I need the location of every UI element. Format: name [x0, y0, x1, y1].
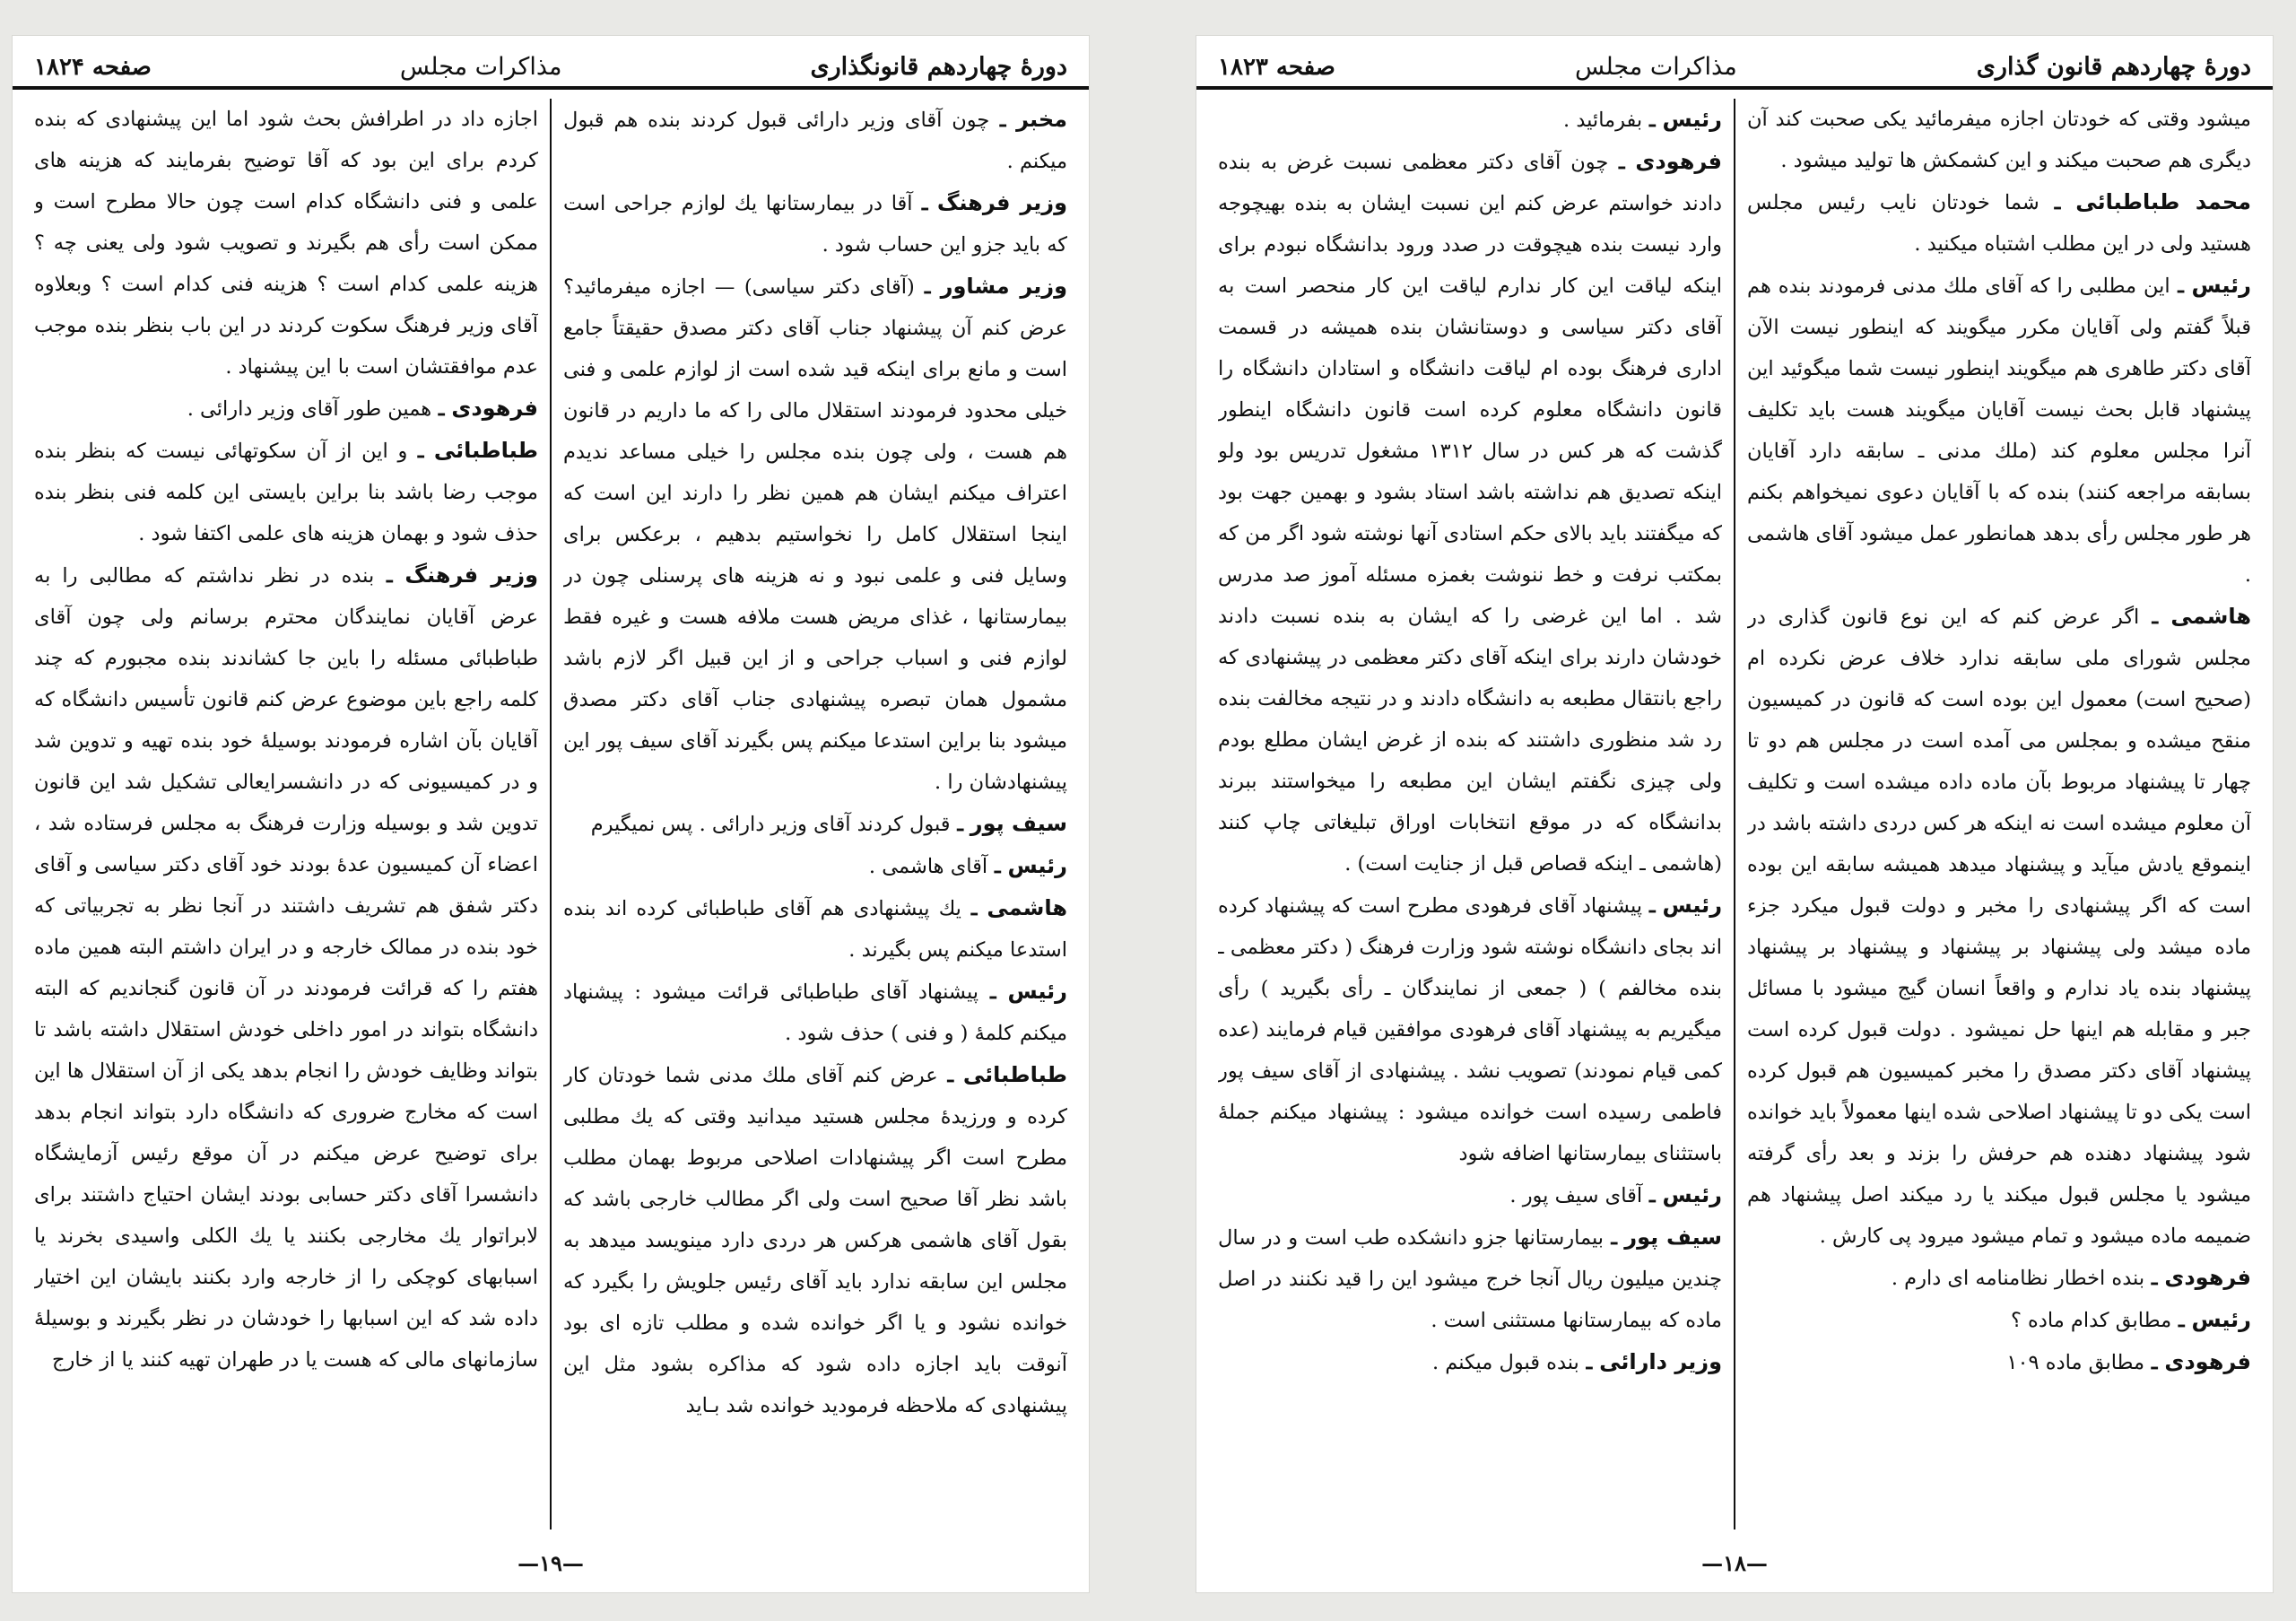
speech-text: بنده قبول میکنم . [1432, 1351, 1579, 1374]
left-header-title: مذاکرات مجلس [399, 53, 562, 81]
speaker-separator: ـ [2171, 1309, 2192, 1332]
speech-text: بیمارستانها جزو دانشکده طب است و در سال چندین میلیون ریال آنجا خرج میشود این را قید نکنند در اصل ماده که بیمارستانها مستثنی است . [1218, 1226, 1722, 1332]
speech-text: عرض کنم آقای ملك مدنی شما خودتان کار کرده و ورزیدهٔ مجلس هستید میدانید وقتی که یك مطلبی مطرح است اگر پیشنهادات اصلاحی مربوط بهمان مطلب باشد نظر آقا صحیح است ولی اگر مطالب خارجی باشد که بقول آقای هاشمی هرکس هر دردی دارد مینویسد میدهد به مجلس این سابقه ندارد باید آقای رئیس جلویش را بگیرد که خوانده نشود و یا اگر خوانده شده و مطلب تازه ای بود آنوقت باید اجازه داده شود که مذاکره بشود مثل این پیشنهادی که ملاحظه فرمودید خوانده شد بـاید [563, 1064, 1067, 1417]
speech-paragraph [1747, 99, 2251, 181]
speech-paragraph [1218, 1341, 1722, 1383]
speaker-name: وزیر فرهنگ [404, 562, 538, 588]
speech-text: همین طور آقای وزیر دارائی . [187, 397, 432, 421]
speaker-name: طباطبائی [433, 438, 538, 463]
right-page [1196, 36, 2273, 1592]
speaker-name: فرهودی [2164, 1265, 2251, 1290]
speaker-name: فرهودی [451, 396, 538, 421]
left-page-right-column [563, 99, 1067, 1529]
speaker-name: رئیس [1662, 1182, 1722, 1207]
speech-paragraph [1218, 885, 1722, 1174]
speech-paragraph [1218, 141, 1722, 885]
speaker-separator: ـ [2144, 1351, 2165, 1374]
speaker-separator: ـ [987, 855, 1008, 878]
speech-text: شما خودتان نایب رئیس مجلس هستید ولی در این مطلب اشتباه میکنید . [1747, 191, 2251, 256]
speaker-separator: ـ [989, 109, 1017, 132]
speaker-separator: ـ [407, 440, 434, 463]
speaker-separator: ـ [1578, 1351, 1600, 1374]
speaker-name: رئیس [2191, 273, 2251, 298]
speaker-name: وزیر دارائی [1599, 1349, 1722, 1374]
speaker-separator: ـ [914, 275, 941, 299]
speaker-separator: ـ [961, 897, 987, 920]
speech-paragraph [1747, 265, 2251, 596]
speaker-name: وزیر مشاور [940, 274, 1067, 299]
left-header-page-number: صفحه ۱۸۲۴ [34, 54, 152, 81]
speaker-separator: ـ [912, 192, 937, 215]
speech-text: بنده اخطار نظامنامه ای دارم . [1891, 1267, 2145, 1290]
speaker-name: هاشمی [987, 895, 1067, 920]
speaker-name: طباطبائی [962, 1062, 1067, 1087]
speaker-separator: ـ [937, 1064, 963, 1087]
right-page-right-column [1747, 99, 2251, 1529]
speaker-separator: ـ [950, 813, 970, 836]
speech-paragraph [34, 554, 538, 1381]
speech-text: یك پیشنهادی هم آقای طباطبائی کرده اند بنده استدعا میکنم پس بگیرند . [563, 897, 1067, 962]
speaker-separator: ـ [2039, 191, 2076, 214]
speaker-separator: ـ [1604, 1226, 1625, 1250]
speech-text: چون آقای دکتر معظمی نسبت غرض به بنده دادند خواستم عرض کنم این نسبت ایشان به بنده بهیچوجه وارد نیست بنده هیچوقت در صدد ورود بدانشگاه نبودم برای اینکه لیاقت این کار ندارم لیاقت این کار منحصر است به آقای دکتر سیاسی و دوستانشان بنده همیشه در قسمت اداری فرهنگ بوده ام لیاقت دانشگاه و استادان دانشگاه را قانون دانشگاه معلوم کرده است قانون دانشگاه اینطور گذشت که هر کس در سال ۱۳۱۲ مشغول تدریس بود ولو اینکه تصدیق هم نداشته باشد استاد بشود و بهمین جهت بود که میگفتند باید بالای حکم استادی آنها نوشته شود اگر من که بمکتب نرفت و خط ننوشت بغمزه مسئله آموز صد مدرس شد . اما این غرضی را که ایشان به بنده نسبت دادند خودشان دارند برای اینکه آقای دکتر معظمی در پیشنهادی که راجع بانتقال مطبعه به دانشگاه دادند و در نتیجه مخالفت بنده رد شد منظوری داشتند که بنده از غرض ایشان مطلع بودم ولی چیزی نگفتم ایشان این مطبعه را میخواستند ببرند بدانشگاه که در موقع انتخابات اوراق تبلیغاتی چاپ کنند (هاشمی ـ اینکه قصاص قبل از جنایت است) . [1218, 151, 1722, 876]
speech-text: و این از آن سکوتهائی نیست که بنظر بنده موجب رضا باشد بنا براین بایستی این کلمه فنی بنظر بنده حذف شود و بهمان هزینه های علمی اکتفا شود . [34, 440, 538, 545]
left-page [13, 36, 1089, 1592]
column-divider [550, 99, 552, 1529]
column-divider [1734, 99, 1735, 1529]
speech-text: مطابق ماده ۱۰۹ [2006, 1351, 2145, 1374]
speech-paragraph [34, 99, 538, 388]
speaker-name: هاشمی [2170, 604, 2251, 629]
speaker-separator: ـ [978, 980, 1008, 1004]
speaker-separator: ـ [1642, 109, 1663, 132]
speech-paragraph [1218, 1216, 1722, 1341]
left-page-header [13, 36, 1089, 90]
speech-text: آقای سیف پور . [1509, 1184, 1643, 1207]
speaker-name: رئیس [2191, 1307, 2251, 1332]
speaker-name: رئیس [1007, 853, 1067, 878]
right-page-footer: —۱۸— [1701, 1550, 1768, 1576]
speech-text: (آقای دکتر سیاسی) — اجازه میفرمائید؟ عرض کنم آن پیشنهاد جناب آقای دکتر مصدق حقیقتاً جامع است و مانع برای اینکه قید شده است از لوازم علمی و فنی خیلی محدود فرمودند استقلال مالی را که ما داریم در قانون هم هست ، ولی چون بنده مجلس را خیلی مساعد ندیدم اعتراف میکنم ایشان هم همین نظر را دارند این است که اینجا استقلال کامل را نخواستیم بدهیم ، برعکس برای وسایل فنی و علمی نبود و نه هزینه های پرسنلی چون در بیمارستانها ، غذای مریض هست ملافه هست و غیره فقط لوازم فنی و اسباب جراحی و از این قبیل اگر لازم باشد مشمول همان تبصره پیشنهادی جناب آقای دکتر مصدق میشود بنا براین استدعا میکنم پس بگیرند آقای سیف پور این پیشنهادشان را . [563, 275, 1067, 794]
speech-paragraph [1747, 596, 2251, 1257]
speaker-name: سیف پور [970, 811, 1067, 836]
speech-text: مطابق کدام ماده ؟ [2010, 1309, 2172, 1332]
speaker-name: محمد طباطبائی [2075, 189, 2251, 214]
speech-text: این مطلبی را که آقای ملك مدنی فرمودند بنده هم قبلاً گفتم ولی آقایان مکرر میگویند که اینطور نیست الآن آقای دکتر طاهری هم میگویند اینطور نیست شما میگوئید این پیشنهاد قابل بحث نیست آقایان میگویند هست باید تکلیف آنرا مجلس معلوم کند (ملك مدنی ـ سابقه دارد آقایان بسابقه مراجعه کنند) بنده که با آقایان دعوی نمیخواهم بکنم هر طور مجلس رأی بدهد همانطور عمل میشود آقای هاشمی . [1747, 275, 2251, 587]
speaker-separator: ـ [1642, 1184, 1663, 1207]
speaker-name: فرهودی [1635, 149, 1722, 174]
speech-paragraph [563, 182, 1067, 266]
speaker-name: سیف پور [1624, 1224, 1722, 1250]
speaker-name: رئیس [1662, 893, 1722, 918]
speaker-separator: ـ [1608, 151, 1636, 174]
speech-paragraph [1747, 181, 2251, 265]
speaker-separator: ـ [1642, 894, 1663, 918]
speech-paragraph [563, 971, 1067, 1054]
speech-paragraph [563, 99, 1067, 182]
speech-paragraph [1218, 1174, 1722, 1216]
speech-paragraph [563, 266, 1067, 803]
speaker-separator: ـ [2139, 606, 2171, 629]
speech-paragraph [1747, 1299, 2251, 1341]
speaker-separator: ـ [374, 564, 405, 588]
speech-text: آقای هاشمی . [868, 855, 988, 878]
speaker-name: وزیر فرهنگ [936, 190, 1067, 215]
speech-text: قبول کردند آقای وزیر دارائی . پس نمیگیرم [590, 813, 951, 836]
speech-paragraph [563, 1054, 1067, 1426]
right-header-title: مذاکرات مجلس [1575, 53, 1737, 81]
speech-text: چون آقای وزیر دارائی قبول کردند بنده هم قبول میکنم . [563, 109, 1067, 173]
speech-text: اگر عرض کنم که این نوع قانون گذاری در مجلس شورای ملی سابقه ندارد خلاف عرض نکرده ام (صحیح است) معمول این بوده است که قانون در کمیسیون منقح میشده و بمجلس می آمده است در مجلس هم دو تا چهار تا پیشنهاد مربوط بآن ماده داده میشده است و تکلیف آن معلوم میشده است نه اینکه هر کس دردی داشته باشد در اینموقع یادش میآید و پیشنهاد میدهد همیشه سابقه این بوده است که اگر پیشنهادی را مخبر و دولت قبول میکرد جزء ماده میشد ولی پیشنهاد بر پیشنهاد و پیشنهاد بر پیشنهاد پیشنهاد بنده یاد ندارم و واقعاً انسان گیج میشود با مسائل جبر و مقابله هم اینها حل نمیشود . دولت قبول کرده است پیشنهاد آقای دکتر مصدق را مخبر کمیسیون هم قبول کرده است یکی دو تا پیشنهاد اصلاحی شده اینها معمولاً باید خوانده شود پیشنهاد دهنده هم حرفش را بزند و بعد رأی گرفته میشود یا مجلس قبول میکند یا رد میکند اصل پیشنهاد هم ضمیمه ماده میشود و تمام میشود میرود پی کارش . [1747, 606, 2251, 1248]
speech-text: میشود وقتی که خودتان اجازه میفرمائید یکی صحبت کند آن دیگری هم صحبت میکند و این کشمکش ها تولید میشود . [1747, 108, 2251, 172]
speaker-name: رئیس [1007, 979, 1067, 1004]
speaker-separator: ـ [2144, 1267, 2165, 1290]
speech-paragraph [34, 388, 538, 430]
speech-text: بفرمائید . [1563, 109, 1643, 132]
right-header-series: دورهٔ چهاردهم قانون گذاری [1976, 53, 2251, 81]
speaker-name: مخبر [1016, 107, 1067, 132]
speaker-name: رئیس [1662, 107, 1722, 132]
speech-text: آقا در بیمارستانها یك لوازم جراحی است که باید جزو این حساب شود . [563, 192, 1067, 257]
speaker-separator: ـ [431, 397, 452, 421]
speech-paragraph [1747, 1341, 2251, 1383]
speech-paragraph [34, 430, 538, 554]
speech-text: پیشنهاد آقای فرهودی مطرح است که پیشنهاد کرده اند بجای دانشگاه نوشته شود وزارت فرهنگ ( دکتر معظمی ـ بنده مخالفم ) ( جمعی از نمایندگان ـ رأی بگیرید ) رأی میگیریم به پیشنهاد آقای فرهودی موافقین قیام فرمایند (عده کمی قیام نمودند) تصویب نشد . پیشنهادی از آقای سیف پور فاطمی رسیده است خوانده میشود : پیشنهاد میکنم جملهٔ باستثنای بیمارستانها اضافه شود [1218, 894, 1722, 1165]
speech-paragraph [563, 803, 1067, 845]
speech-paragraph [1218, 99, 1722, 141]
left-page-footer: —۱۹— [517, 1550, 584, 1576]
speech-paragraph [563, 887, 1067, 971]
speech-paragraph [563, 845, 1067, 887]
speaker-separator: ـ [2170, 275, 2192, 298]
speech-text: پیشنهاد آقای طباطبائی قرائت میشود : پیشنهاد میکنم کلمهٔ ( و فنی ) حذف شود . [563, 980, 1067, 1045]
right-page-header [1196, 36, 2273, 90]
left-page-columns [34, 99, 1067, 1529]
left-header-series: دورهٔ چهاردهم قانونگذاری [810, 53, 1067, 81]
left-page-left-column [34, 99, 538, 1529]
right-header-page-number: صفحه ۱۸۲۳ [1218, 54, 1335, 81]
right-page-columns [1218, 99, 2251, 1529]
speech-text: اجازه داد در اطرافش بحث شود اما این پیشنهادی که بنده کردم برای این بود که آقا توضیح بفرمایند که هزینه های علمی و فنی دانشگاه کدام است چون حالا مطرح است و ممکن است رأی هم بگیرند و تصویب شود ولی یعنی چه ؟ هزینه علمی کدام است ؟ هزینه فنی کدام است ؟ وبعلاوه آقای وزیر فرهنگ سکوت کردند در این باب بنظر بنده موجب عدم موافقتشان است با این پیشنهاد . [34, 108, 538, 379]
right-page-left-column [1218, 99, 1722, 1529]
speech-paragraph [1747, 1257, 2251, 1299]
speaker-name: فرهودی [2164, 1349, 2251, 1374]
speech-text: بنده در نظر نداشتم که مطالبی را به عرض آقایان نمایندگان محترم برسانم ولی چون آقای طباطبائی مسئله را باین جا کشاندند بنده مجبورم که چند کلمه راجع باین موضوع عرض کنم قانون تأسیس دانشگاه که آقایان بآن اشاره فرمودند بوسیلهٔ خود بنده تهیه و تدوین شد و در کمیسیونی که در دانشسرایعالی تشکیل شد این قانون تدوین شد و بوسیله وزارت فرهنگ به مجلس فرستاده شد ، اعضاء آن کمیسیون عدهٔ بودند خود آقای دکتر سیاسی و آقای دکتر شفق هم تشریف داشتند در آنجا نظر به تجربیاتی که خود بنده در ممالک خارجه و در ایران داشتم البته همین ماده هفتم را که قرائت فرمودند در آن قانون گنجاندیم که البته دانشگاه بتواند در امور داخلی خودش استقلال داشته باشد تا بتواند وظایف خودش را انجام بدهد یکی از آن استقلال ها این است که مخارج ضروری که دانشگاه دارد بتواند انجام بدهد برای توضیح عرض میکنم در آن موقع رئیس آزمایشگاه دانشسرا آقای دکتر حسابی بودند ایشان احتیاج داشتند برای لابراتوار یك مخارجی بکنند یا یك الکلی واسیدی بخرند یا اسبابهای کوچکی را از خارجه وارد بکنند بایشان این اختیار داده شد که این اسبابها را خودشان در نظر بگیرند و بوسیلهٔ سازمانهای مالی که هست یا در طهران تهیه کنند یا از خارج [34, 564, 538, 1372]
